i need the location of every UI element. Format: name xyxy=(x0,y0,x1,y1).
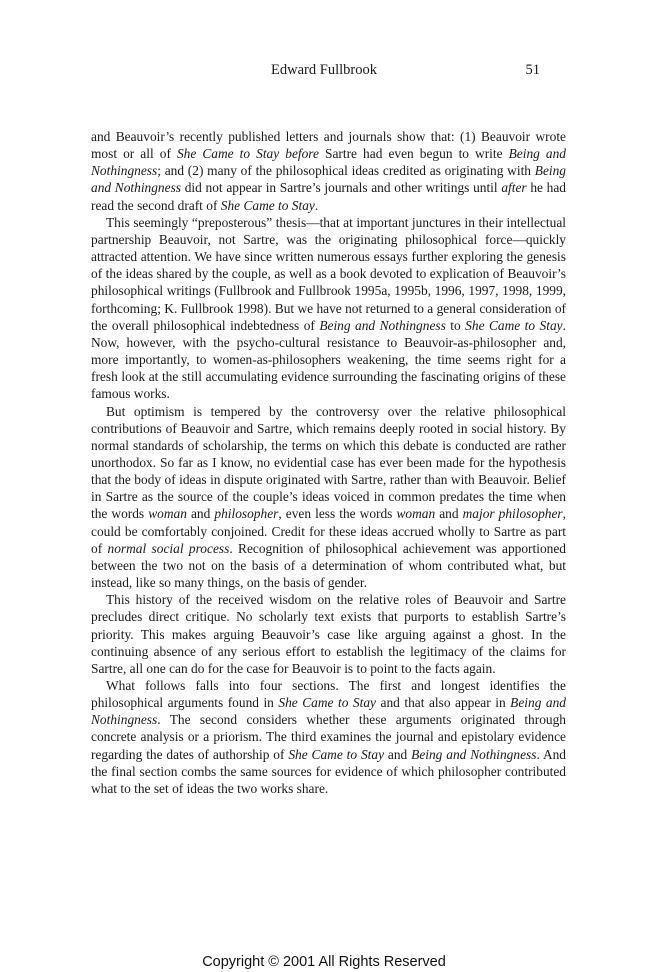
italic-text: She Came to Stay before xyxy=(176,146,319,162)
italic-text: major philosopher xyxy=(462,506,563,522)
text-run: and that also appear in xyxy=(376,695,511,711)
italic-text: after xyxy=(501,180,527,196)
page-number: 51 xyxy=(525,62,540,78)
paragraph xyxy=(91,677,566,797)
italic-text: woman xyxy=(396,506,436,522)
body-text xyxy=(91,128,566,797)
text-run: and Beauvoir’s recently published letters and journals show that: (1) Beauvoir wrote most or all of xyxy=(91,129,566,162)
text-run: This seemingly “preposterous” thesis—that at important junctures in their intellectual partnership Beauvoir, not Sartre, was the originating philosophical force—quickly attracted attention. We have since written numerous essays further exploring the genesis of the ideas shared by the couple, as well as a book devoted to explication of Beauvoir’s philosophical writings (Fullbrook and Fullbrook 1995a, 1995b, 1996, 1997, 1998, 1999, forthcoming; K. Fullbrook 1998). But we have not returned to a general consideration of the overall philosophical indebtedness of xyxy=(91,214,566,333)
text-run: he had read the second draft of xyxy=(91,180,566,213)
text-run: . And the final section combs the same sources for evidence of which philosopher contributed what to the set of ideas the two works share. xyxy=(91,746,567,796)
text-run: to xyxy=(445,317,466,333)
italic-text: She Came to Stay xyxy=(278,695,376,711)
text-run: This history of the received wisdom on the relative roles of Beauvoir and Sartre precludes direct critique. No scholarly text exists that purports to establish Sartre’s priority. This makes arguing Beauvoir’s case like arguing against a ghost. In the continuing absence of any serious effort to establish the legitimacy of the claims for Sartre, all one can do for the case for Beauvoir is to point to the facts again. xyxy=(91,592,566,676)
text-run: . Recognition of philosophical achievement was apportioned between the two not on the basis of a determination of whom contributed what, but instead, like so many things, on the basis of gender. xyxy=(91,540,566,591)
italic-text: She Came to Stay xyxy=(288,746,385,762)
paragraph xyxy=(91,403,566,592)
text-run: . Now, however, with the psycho-cultural resistance to Beauvoir-as-philosopher and, more importantly, to women-as-philosophers weakening, the time seems right for a fresh look at the still accumulating evidence surrounding the fascinating origins of these famous works. xyxy=(91,317,566,402)
text-run: What follows falls into four sections. The first and longest identifies the philosophical arguments found in xyxy=(91,678,566,711)
text-run: and xyxy=(384,746,412,762)
italic-text: Being and Nothingness xyxy=(91,695,567,728)
text-run: . xyxy=(314,197,319,213)
paragraph xyxy=(91,128,566,214)
text-run: , even less the words xyxy=(278,506,397,522)
running-head xyxy=(0,62,648,82)
paragraph xyxy=(91,591,566,677)
italic-text: Being and Nothingness xyxy=(319,317,446,333)
text-run: Sartre had even begun to write xyxy=(318,146,509,162)
copyright-notice: Copyright © 2001 All Rights Reserved xyxy=(202,954,446,970)
running-head-author: Edward Fullbrook xyxy=(271,62,377,78)
text-run: and xyxy=(435,506,463,522)
text-run: ; and (2) many of the philosophical ideas credited as originating with xyxy=(157,163,535,179)
italic-text: Being and Nothingness xyxy=(91,163,566,196)
text-run: , could be comfortably conjoined. Credit for these ideas accrued wholly to Sartre as part of xyxy=(91,506,566,556)
italic-text: philosopher xyxy=(214,506,279,522)
text-run: did not appear in Sartre’s journals and other writings until xyxy=(181,180,502,196)
italic-text: She Came to Stay xyxy=(465,317,563,333)
italic-text: Being and Nothingness xyxy=(411,746,537,762)
text-run: . The second considers whether these arguments originated through concrete analysis or a priorism. The third examines the journal and epistolary evidence regarding the dates of authorship of xyxy=(91,712,566,762)
paragraph xyxy=(91,214,566,403)
italic-text: Being and Nothingness xyxy=(91,146,567,179)
text-run: and xyxy=(186,506,215,522)
italic-text: woman xyxy=(148,506,187,522)
italic-text: She Came to Stay xyxy=(220,197,315,213)
italic-text: normal social process xyxy=(107,540,230,556)
text-run: But optimism is tempered by the controversy over the relative philosophical contributions of Beauvoir and Sartre, which remains deeply rooted in social history. By normal standards of scholarship, the terms on which this debate is conducted are rather unorthodox. So far as I know, no evidential case has ever been made for the hypothesis that the body of ideas in dispute originated with Sartre, rather than with Beauvoir. Belief in Sartre as the source of the couple’s ideas voiced in common predates the time when the words xyxy=(91,403,566,522)
